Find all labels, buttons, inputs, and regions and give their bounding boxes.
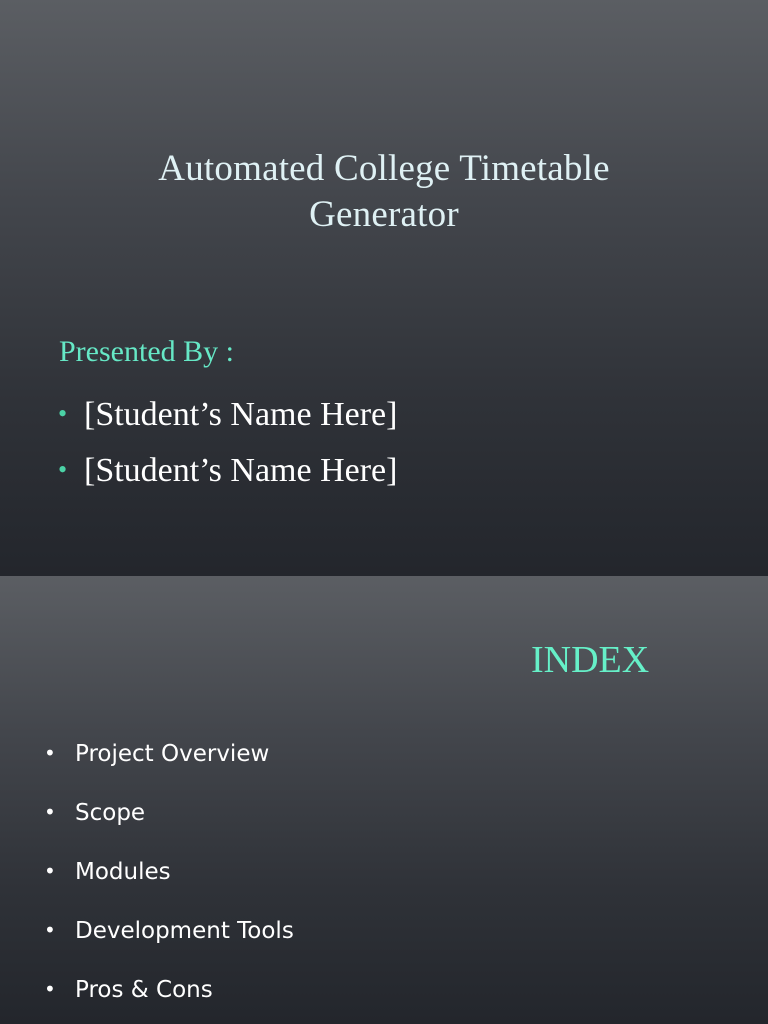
bullet-icon: • bbox=[44, 859, 56, 883]
slide-index bbox=[0, 576, 768, 1024]
bullet-icon: • bbox=[44, 918, 56, 942]
index-item-label: Scope bbox=[75, 800, 146, 826]
presentation-title bbox=[84, 146, 684, 238]
index-item-label: Pros & Cons bbox=[75, 977, 213, 1003]
student-name-item bbox=[58, 442, 397, 498]
student-name-item bbox=[58, 386, 397, 442]
index-item-label: Modules bbox=[75, 859, 171, 885]
index-item bbox=[44, 960, 294, 1019]
bullet-icon: • bbox=[58, 455, 68, 484]
index-list bbox=[44, 724, 294, 1019]
presented-by-label: Presented By : bbox=[59, 335, 234, 368]
index-item bbox=[44, 901, 294, 960]
index-item bbox=[44, 783, 294, 842]
bullet-icon: • bbox=[58, 399, 68, 428]
index-item bbox=[44, 842, 294, 901]
index-item bbox=[44, 724, 294, 783]
bullet-icon: • bbox=[44, 977, 56, 1001]
index-heading: INDEX bbox=[531, 639, 650, 681]
bullet-icon: • bbox=[44, 800, 56, 824]
student-name: [Student’s Name Here] bbox=[84, 396, 398, 433]
index-item-label: Project Overview bbox=[75, 741, 270, 767]
index-item-label: Development Tools bbox=[75, 918, 294, 944]
student-name: [Student’s Name Here] bbox=[84, 452, 398, 489]
bullet-icon: • bbox=[44, 741, 56, 765]
student-name-list bbox=[58, 386, 397, 498]
title-line-1: Automated College Timetable bbox=[158, 148, 610, 189]
title-line-2: Generator bbox=[309, 194, 459, 235]
